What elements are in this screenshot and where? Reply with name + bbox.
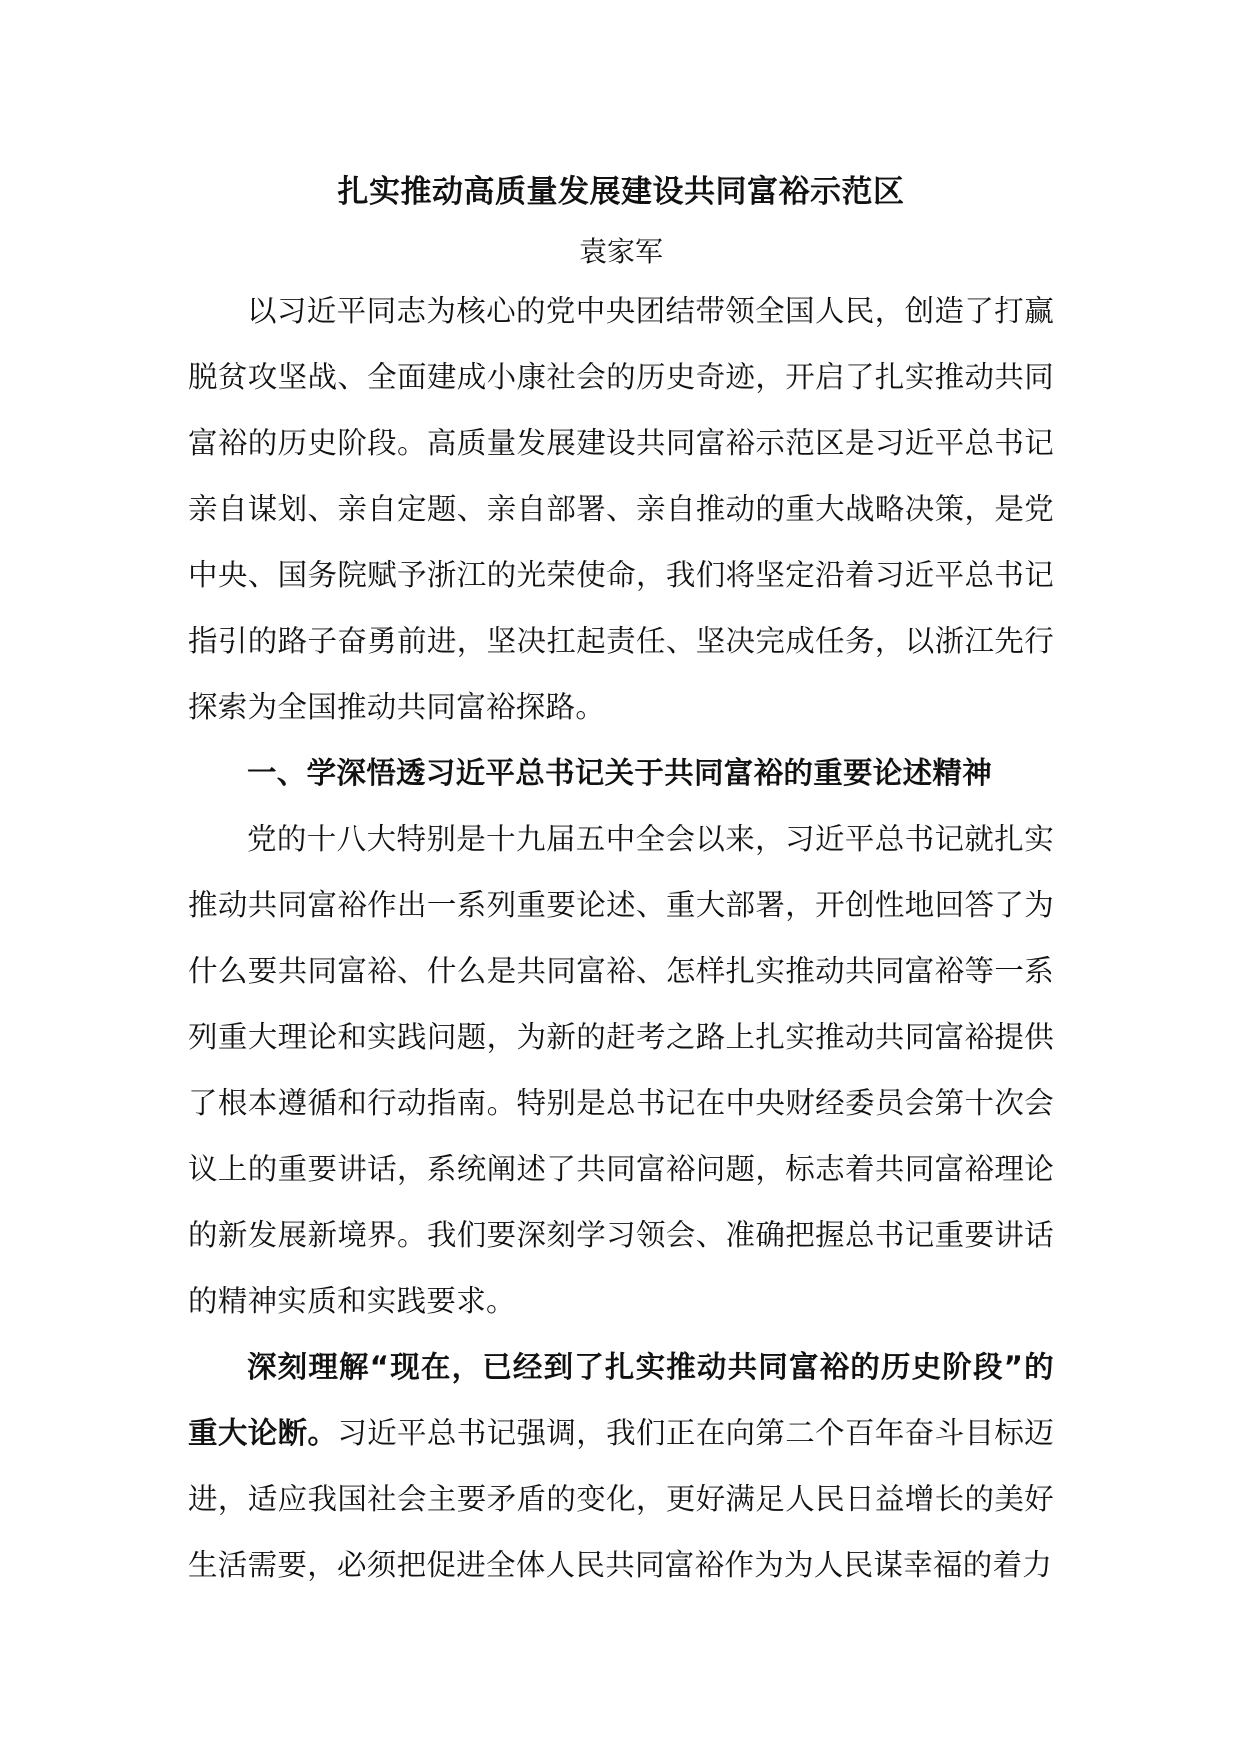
section-paragraph: 党的十八大特别是十九届五中全会以来，习近平总书记就扎实推动共同富裕作出一系列重要论述、重大部署，开创性地回答了为什么要共同富裕、什么是共同富裕、怎样扎实推动共同富裕等一系列重大理论和实践问题，为新的赶考之路上扎实推动共同富裕提供了根本遵循和行动指南。特别是总书记在中央财经委员会第十次会议上的重要讲话，系统阐述了共同富裕问题，标志着共同富裕理论的新发展新境界。我们要深刻学习领会、准确把握总书记重要讲话的精神实质和实践要求。 [188,822,1054,1318]
subpoint-lead: 深刻理解“现在，已经到了扎实推动共同富裕的历史阶段”的重大论断。 [188,1350,1054,1450]
document-page [188,170,1054,1598]
document-title: 扎实推动高质量发展建设共同富裕示范区 [337,174,905,210]
subpoint-paragraph [188,1334,1054,1598]
intro-paragraph: 以习近平同志为核心的党中央团结带领全国人民，创造了打赢脱贫攻坚战、全面建成小康社会的历史奇迹，开启了扎实推动共同富裕的历史阶段。高质量发展建设共同富裕示范区是习近平总书记亲自谋划、亲自定题、亲自部署、亲自推动的重大战略决策，是党中央、国务院赋予浙江的光荣使命，我们将坚定沿着习近平总书记指引的路子奋勇前进，坚决扛起责任、坚决完成任务，以浙江先行探索为全国推动共同富裕探路。 [188,294,1054,724]
author-name: 袁家军 [578,235,663,268]
subpoint-body: 习近平总书记强调，我们正在向第二个百年奋斗目标迈进，适应我国社会主要矛盾的变化，更好满足人民日益增长的美好生活需要，必须把促进全体人民共同富裕作为为人民谋幸福的着力 [188,1416,1054,1582]
section-heading: 一、学深悟透习近平总书记关于共同富裕的重要论述精神 [247,756,993,790]
